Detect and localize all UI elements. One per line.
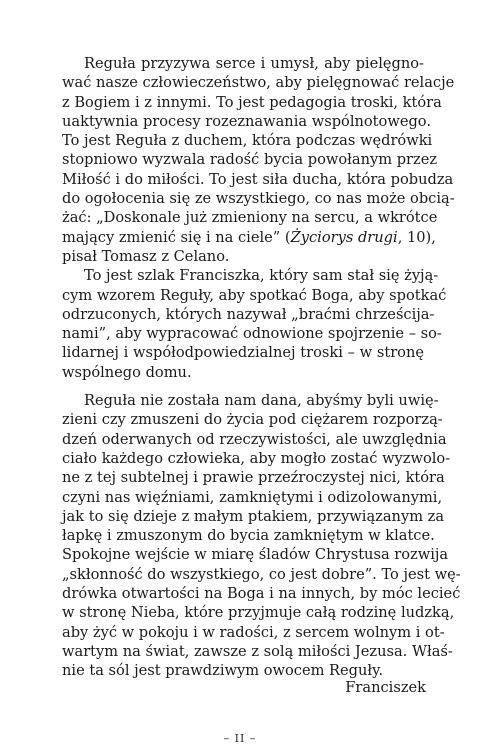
paragraph-3 xyxy=(62,391,461,680)
text-line: żać: „Doskonale już zmieniony na sercu, a wkrótce xyxy=(62,209,438,227)
text-line: To jest szlak Franciszka, który sam stał się żyją- xyxy=(84,267,439,285)
citation-tail: , 10), xyxy=(397,228,436,246)
body-text xyxy=(62,54,461,681)
text-line: nami”, aby wypracować odnowione spojrzenie – so- xyxy=(62,325,442,343)
text-line: łapkę i zmuszonym do bycia zamkniętym w klatce. xyxy=(62,527,435,545)
paragraph-gap xyxy=(62,382,424,391)
text-line: wartym na świat, zawsze z solą miłości Jezusa. Właś- xyxy=(62,642,453,660)
text-line: aby żyć w pokoju i w radości, z sercem wolnym i ot- xyxy=(62,623,445,641)
text-line: w stronę Nieba, które przyjmuje całą rodzinę ludzką, xyxy=(62,604,455,622)
text-line: drówka otwartości na Boga i na innych, by móc lecieć xyxy=(62,585,461,603)
text-line: nie ta sól jest prawdziwym owocem Reguły. xyxy=(62,662,384,680)
paragraph-1 xyxy=(62,54,455,266)
citation-lead: mający zmienić się i na ciele” ( xyxy=(62,228,291,246)
text-line: ne z tej subtelnej i prawie przeźroczystej nici, która xyxy=(62,469,445,487)
text-line: jak to się dzieje z małym ptakiem, przywiązanym za xyxy=(62,507,445,525)
text-line: Reguła nie została nam dana, abyśmy byli uwię- xyxy=(84,392,439,410)
text-line: uaktywnia procesy rozeznawania wspólnotowego. xyxy=(62,112,431,130)
text-line: stopniowo wyzwala radość bycia powołanym przez xyxy=(62,151,438,169)
text-line: Miłość i do miłości. To jest siła ducha, która pobudza xyxy=(62,170,454,188)
text-line: To jest Reguła z duchem, która podczas wędrówki xyxy=(62,132,433,150)
text-line: odrzuconych, których nazywał „braćmi chrześcija- xyxy=(62,305,435,323)
text-line: ciało każdego człowieka, aby mogło zostać wyzwolo- xyxy=(62,449,451,467)
paragraph-2 xyxy=(62,266,447,382)
page-number: – II – xyxy=(223,732,257,745)
text-line: z Bogiem i z innymi. To jest pedagogia troski, która xyxy=(62,93,442,111)
text-line: do ogołocenia się ze wszystkiego, co nas może obcią- xyxy=(62,190,455,208)
text-line: cym wzorem Reguły, aby spotkać Boga, aby spotkać xyxy=(62,286,447,304)
text-line: Reguła przyzywa serce i umysł, aby pielęgno- xyxy=(84,55,424,72)
text-line: „skłonność do wszystkiego, co jest dobre”. To jest wę- xyxy=(62,565,461,583)
text-line: czyni nas więźniami, zamkniętymi i odizolowanymi, xyxy=(62,488,443,506)
author-signature: Franciszek xyxy=(345,679,426,696)
text-line: wspólnego domu. xyxy=(62,363,192,381)
text-line: Spokojne wejście w miarę śladów Chrystusa rozwija xyxy=(62,546,449,564)
text-line: lidarnej i współodpowiedzialnej troski – w stronę xyxy=(62,344,424,362)
text-line: wać nasze człowieczeństwo, aby pielęgnować relacje xyxy=(62,74,455,92)
text-line: dzeń oderwanych od rzeczywistości, ale uwzględnia xyxy=(62,430,447,448)
citation-title: Życiorys drugi xyxy=(290,228,398,246)
text-line-with-citation xyxy=(62,228,436,247)
text-line: zieni czy zmuszeni do życia pod ciężarem rozporzą- xyxy=(62,411,443,429)
text-line: pisał Tomasz z Celano. xyxy=(62,247,230,265)
